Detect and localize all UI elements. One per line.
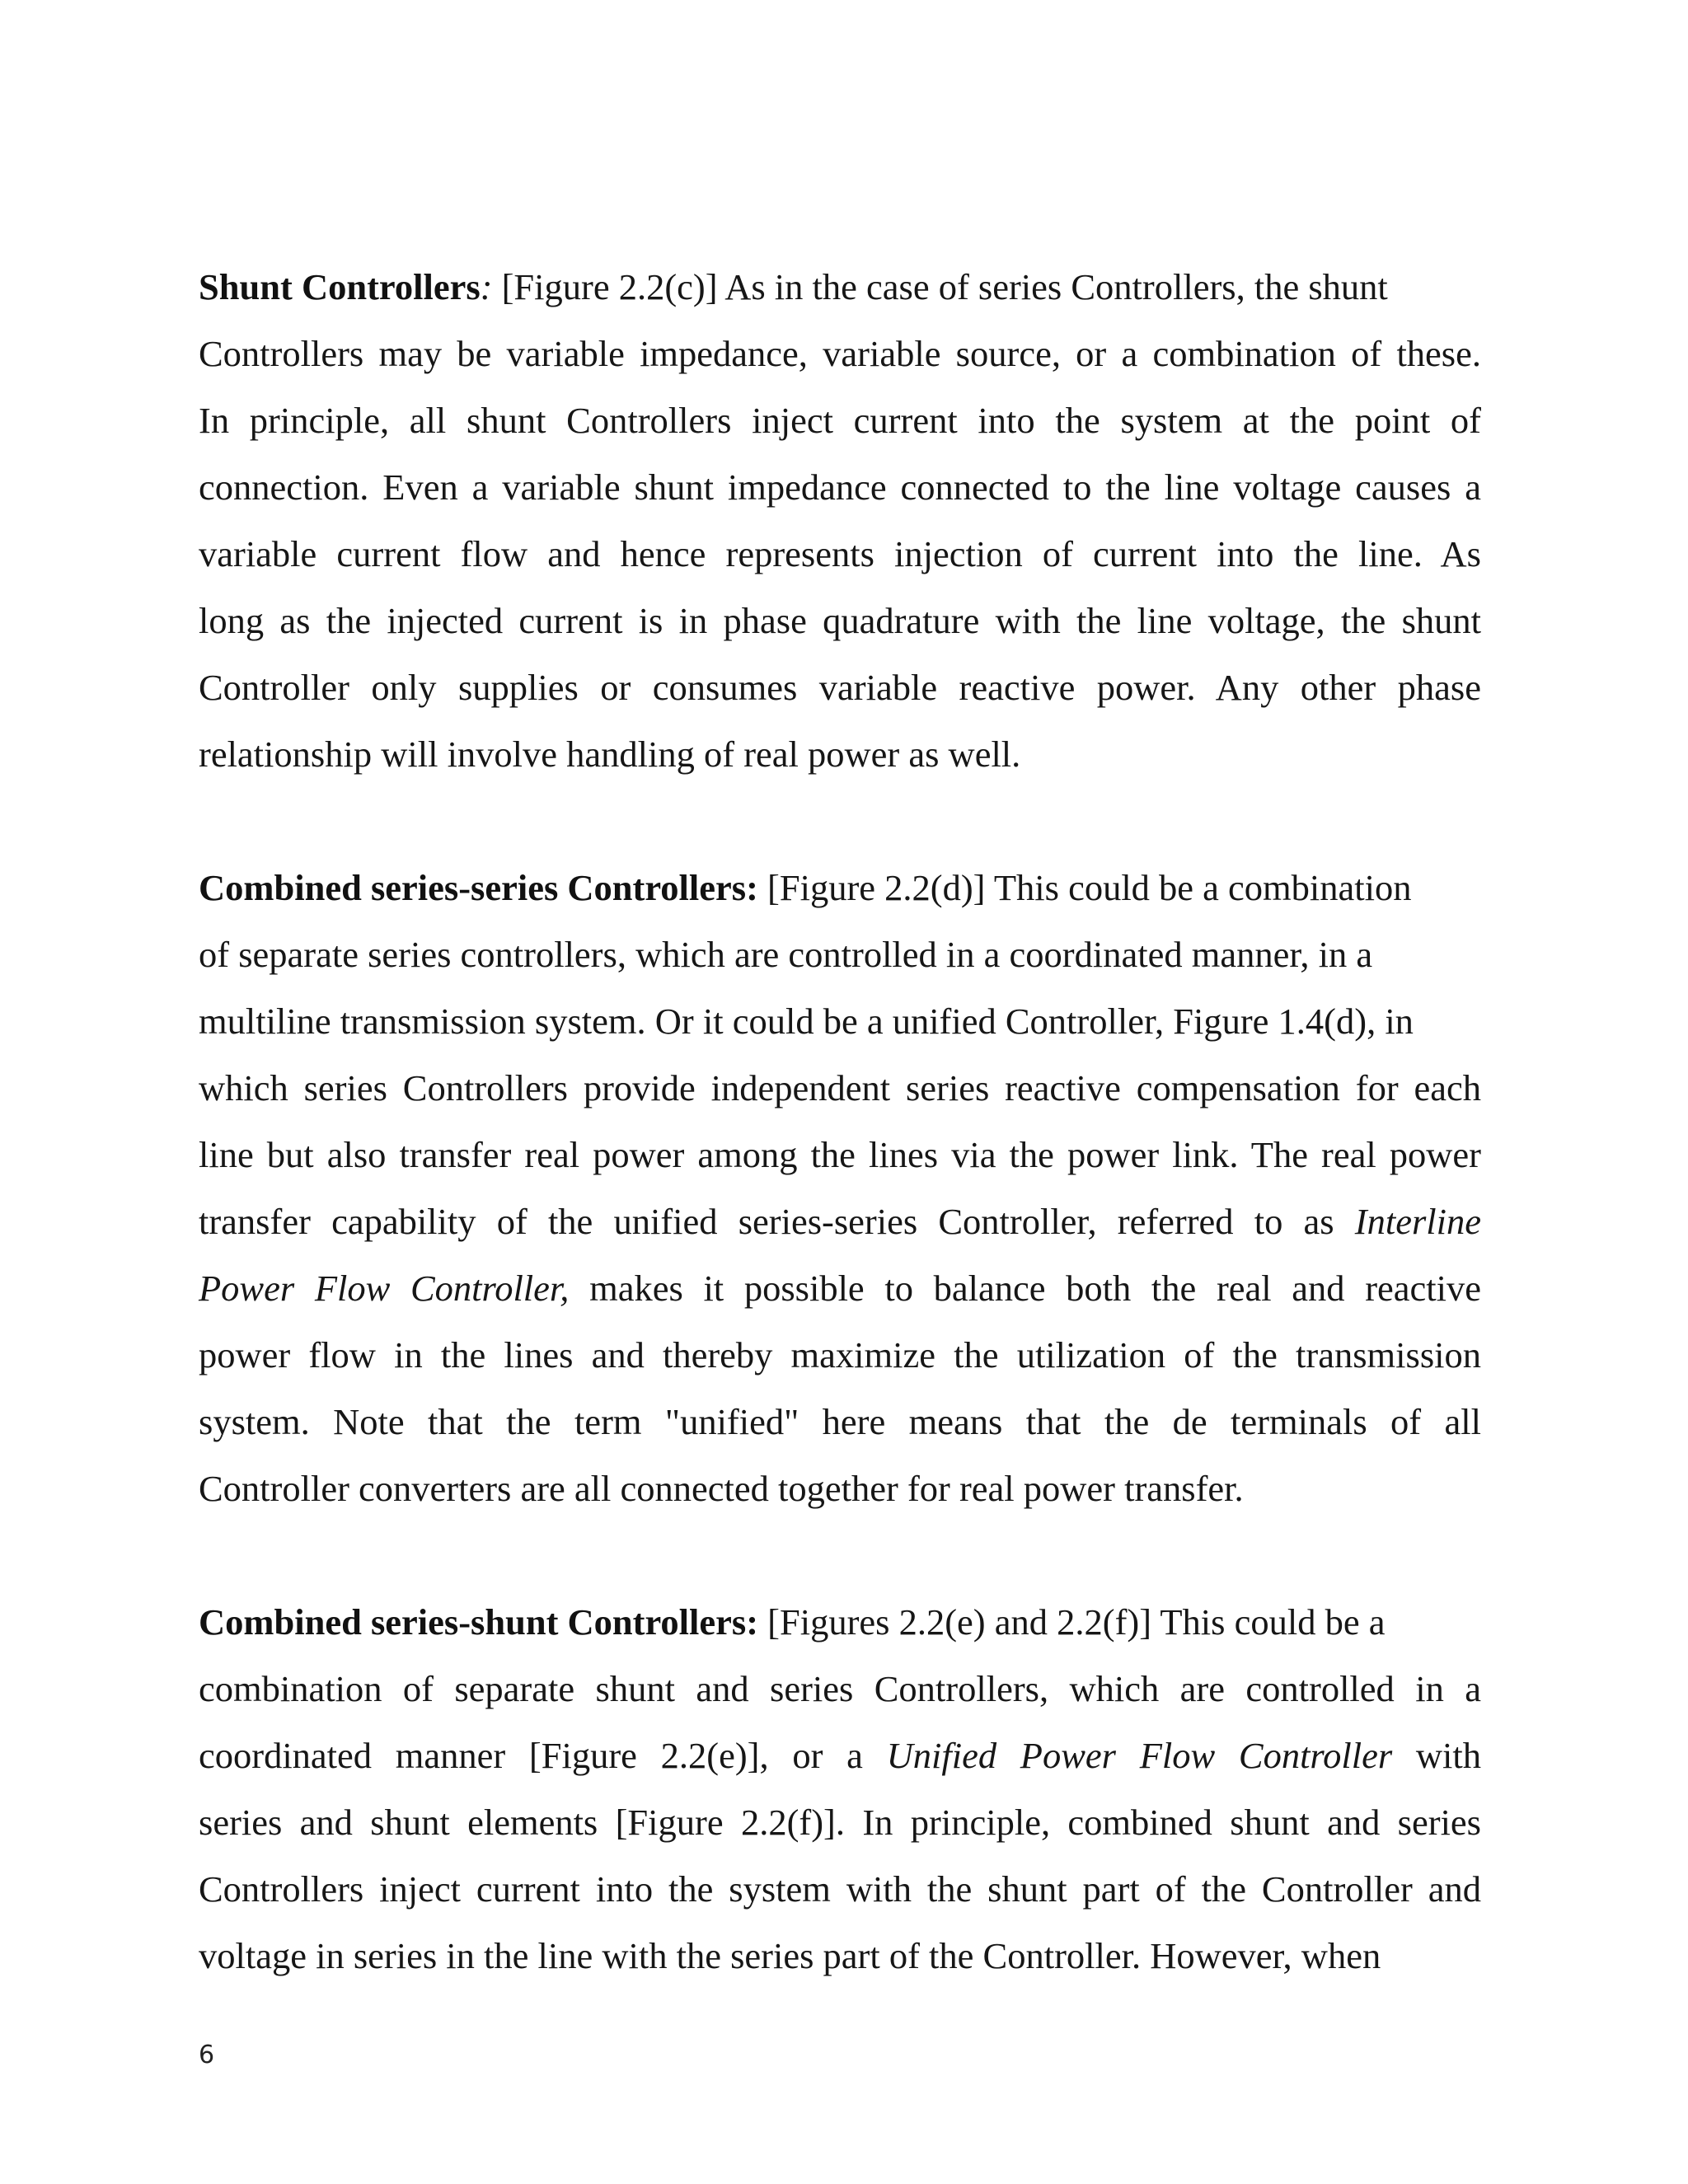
line-text: [Figure 2.2(d)] This could be a combination — [757, 867, 1412, 908]
text-line — [199, 1255, 1481, 1322]
line-text: [Figures 2.2(e) and 2.2(f)] This could be a — [758, 1601, 1386, 1643]
paragraph-heading: Combined series-series Controllers: — [199, 867, 758, 908]
heading-colon: : — [480, 266, 493, 307]
text-line: Controller converters are all connected together for real power transfer. — [199, 1468, 1244, 1509]
text-line — [199, 855, 1481, 921]
text-line — [199, 1589, 1481, 1656]
italic-term: Unified Power Flow Controller — [886, 1735, 1393, 1776]
text-line: Controllers inject current into the system with the shunt part of the Controller and — [199, 1868, 1481, 1910]
line-text: [Figure 2.2(c)] As in the case of series Controllers, the shunt — [492, 266, 1388, 307]
text-line: multiline transmission system. Or it could be a unified Controller, Figure 1.4(d), in — [199, 1001, 1414, 1042]
text-line: long as the injected current is in phase quadrature with the line voltage, the shunt — [199, 600, 1481, 641]
text-line: Controller only supplies or consumes variable reactive power. Any other phase — [199, 667, 1481, 708]
paragraph-series-shunt-controllers — [199, 1589, 1481, 1990]
text-line: In principle, all shunt Controllers inject current into the system at the point of — [199, 400, 1481, 441]
paragraph-heading: Shunt Controllers — [199, 266, 481, 307]
line-text: transfer capability of the unified series-series Controller, referred to as — [199, 1201, 1355, 1242]
line-text: with — [1392, 1735, 1481, 1776]
line-text: coordinated manner [Figure 2.2(e)], or a — [199, 1735, 887, 1776]
page-number: 6 — [199, 2041, 215, 2069]
text-line — [199, 1188, 1481, 1255]
text-line: line but also transfer real power among the lines via the power link. The real power — [199, 1134, 1481, 1175]
line-text: makes it possible to balance both the real and reactive — [569, 1268, 1481, 1309]
text-line: series and shunt elements [Figure 2.2(f)]. In principle, combined shunt and series — [199, 1802, 1481, 1843]
text-line: combination of separate shunt and series Controllers, which are controlled in a — [199, 1668, 1481, 1709]
text-line: which series Controllers provide independent series reactive compensation for each — [199, 1067, 1481, 1108]
italic-term: Power Flow Controller, — [199, 1268, 570, 1309]
text-line: variable current flow and hence represents injection of current into the line. As — [199, 533, 1481, 574]
page-body — [199, 254, 1481, 1990]
text-line: system. Note that the term "unified" here means that the de terminals of all — [199, 1401, 1481, 1442]
text-line — [199, 254, 1481, 321]
paragraph-series-series-controllers — [199, 855, 1481, 1522]
text-line: Controllers may be variable impedance, variable source, or a combination of these. — [199, 333, 1481, 374]
italic-term: Interline — [1354, 1201, 1481, 1242]
text-line: power flow in the lines and thereby maximize the utilization of the transmission — [199, 1334, 1481, 1376]
text-line: of separate series controllers, which are controlled in a coordinated manner, in a — [199, 934, 1373, 975]
text-line: voltage in series in the line with the series part of the Controller. However, when — [199, 1935, 1381, 1976]
paragraph-shunt-controllers — [199, 254, 1481, 788]
text-line: relationship will involve handling of real power as well. — [199, 733, 1021, 775]
text-line: connection. Even a variable shunt impedance connected to the line voltage causes a — [199, 466, 1481, 508]
paragraph-heading: Combined series-shunt Controllers: — [199, 1601, 759, 1643]
text-line — [199, 1722, 1481, 1789]
